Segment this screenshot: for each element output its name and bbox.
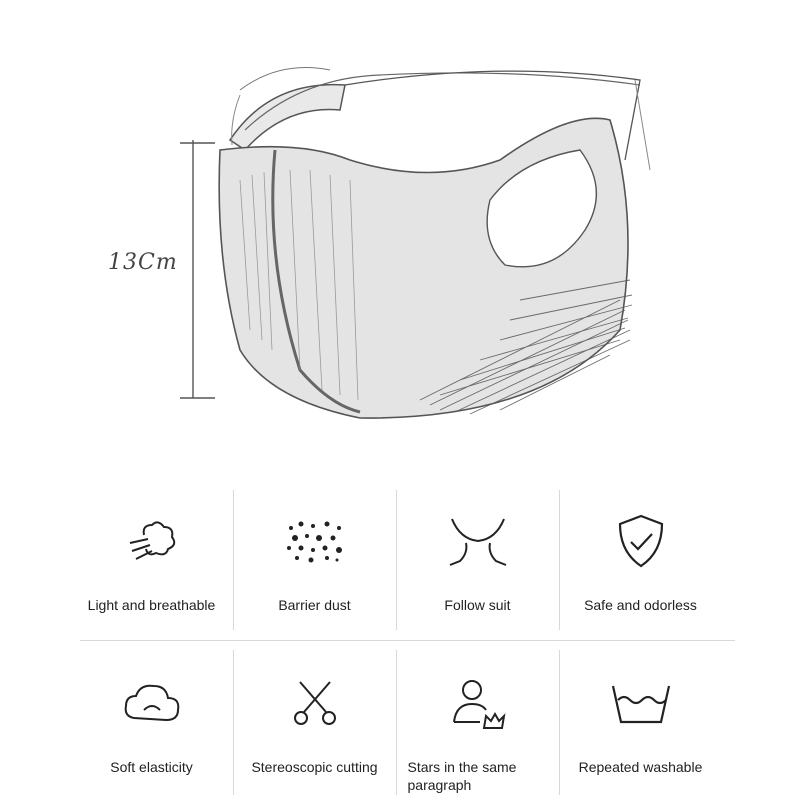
washable-icon bbox=[606, 668, 676, 738]
feature-light-breathable bbox=[70, 488, 233, 638]
star-user-icon bbox=[443, 668, 513, 738]
dimension-label: 13Cm bbox=[108, 250, 178, 275]
dimension-line bbox=[180, 140, 215, 398]
feature-soft-elasticity bbox=[70, 650, 233, 800]
scissors-icon bbox=[280, 668, 350, 738]
feature-label: Light and breathable bbox=[87, 597, 216, 613]
feature-label: Soft elasticity bbox=[110, 759, 193, 775]
features-grid bbox=[80, 488, 735, 800]
feature-safe-odorless bbox=[559, 488, 722, 638]
dust-icon bbox=[280, 506, 350, 576]
feature-label: Stars in the same paragraph bbox=[407, 759, 517, 793]
feature-label: Stereoscopic cutting bbox=[251, 759, 378, 775]
feature-label: Follow suit bbox=[444, 597, 511, 613]
feature-label: Barrier dust bbox=[278, 597, 351, 613]
shield-check-icon bbox=[606, 506, 676, 576]
feature-label: Safe and odorless bbox=[584, 597, 697, 613]
feature-label: Repeated washable bbox=[578, 759, 703, 775]
feature-stereoscopic-cutting bbox=[233, 650, 396, 800]
breathable-icon bbox=[117, 506, 187, 576]
feature-follow-suit bbox=[396, 488, 559, 638]
feature-stars-same-paragraph bbox=[396, 650, 559, 800]
neck-fit-icon bbox=[443, 506, 513, 576]
feature-repeated-washable bbox=[559, 650, 722, 800]
feature-barrier-dust bbox=[233, 488, 396, 638]
soft-cloud-icon bbox=[117, 668, 187, 738]
